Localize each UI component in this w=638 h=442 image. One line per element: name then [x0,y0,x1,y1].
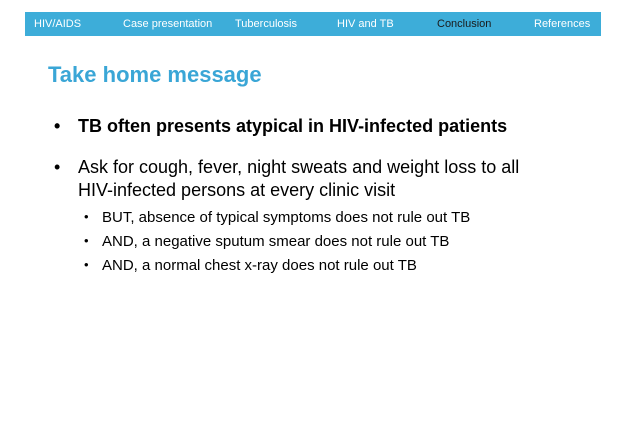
nav-item-tuberculosis[interactable]: Tuberculosis [235,18,297,30]
sub-bullet-text: AND, a negative sputum smear does not rule out TB [102,233,450,250]
sub-bullet-text: AND, a normal chest x-ray does not rule out TB [102,257,417,274]
bullet-text-continuation: HIV-infected persons at every clinic visit [78,180,396,200]
navigation-bar [25,12,601,36]
slide-title: Take home message [48,62,262,87]
nav-item-references[interactable]: References [534,18,591,30]
bullet-icon: • [84,257,89,272]
nav-item-hiv-and-tb[interactable]: HIV and TB [337,18,394,30]
nav-item-hiv-aids[interactable]: HIV/AIDS [34,18,82,30]
bullet-icon: • [84,209,89,224]
nav-item-conclusion[interactable]: Conclusion [437,18,492,30]
bullet-text: TB often presents atypical in HIV-infected patients [78,116,508,136]
bullet-icon: • [54,157,61,177]
bullet-text: Ask for cough, fever, night sweats and weight loss to all [78,157,520,177]
nav-item-case-presentation[interactable]: Case presentation [123,18,213,30]
sub-bullet-text: BUT, absence of typical symptoms does not rule out TB [102,209,471,226]
bullet-icon: • [54,116,61,136]
bullet-icon: • [84,233,89,248]
